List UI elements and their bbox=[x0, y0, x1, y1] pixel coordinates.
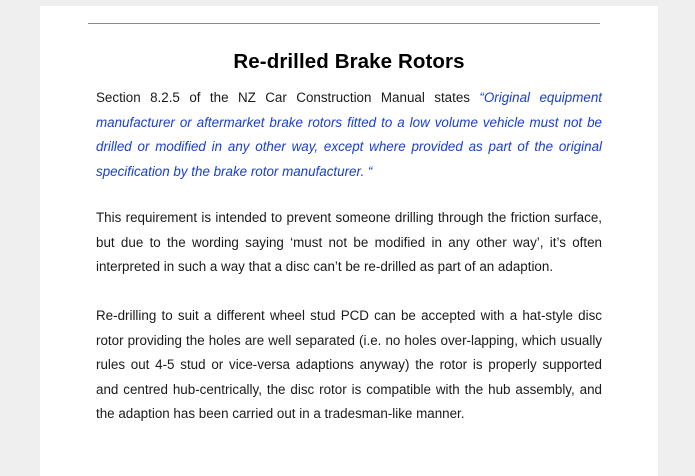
intro-text: Section 8.2.5 of the NZ Car Construction Manual states bbox=[96, 90, 480, 105]
manual-quote: “Original equipment manufacturer or aftermarket brake rotors fitted to a low volume vehicle must not be drilled or modified in any other way, except where provided as part of the original specification by the brake rotor manufacturer. “ bbox=[96, 90, 602, 179]
header-rule bbox=[88, 23, 600, 24]
requirement-paragraph: This requirement is intended to prevent someone drilling through the friction surface, but due to the wording saying ‘must not be modified in any other way’, it’s often interpreted in such a way that a disc can’t be re-drilled as part of an adaption. bbox=[96, 210, 602, 275]
redrilling-paragraph: Re-drilling to suit a different wheel stud PCD can be accepted with a hat-style disc rotor providing the holes are well separated (i.e. no holes over-lapping, which usually rules out 4-5 stud or vice-versa adaptions anyway) the rotor is properly supported and centred hub-centrically, the disc rotor is compatible with the hub assembly, and the adaption has been carried out in a tradesman-like manner. bbox=[96, 308, 602, 422]
intro-paragraph bbox=[96, 86, 602, 184]
document-title: Re-drilled Brake Rotors bbox=[233, 50, 465, 73]
document-page bbox=[40, 6, 658, 476]
